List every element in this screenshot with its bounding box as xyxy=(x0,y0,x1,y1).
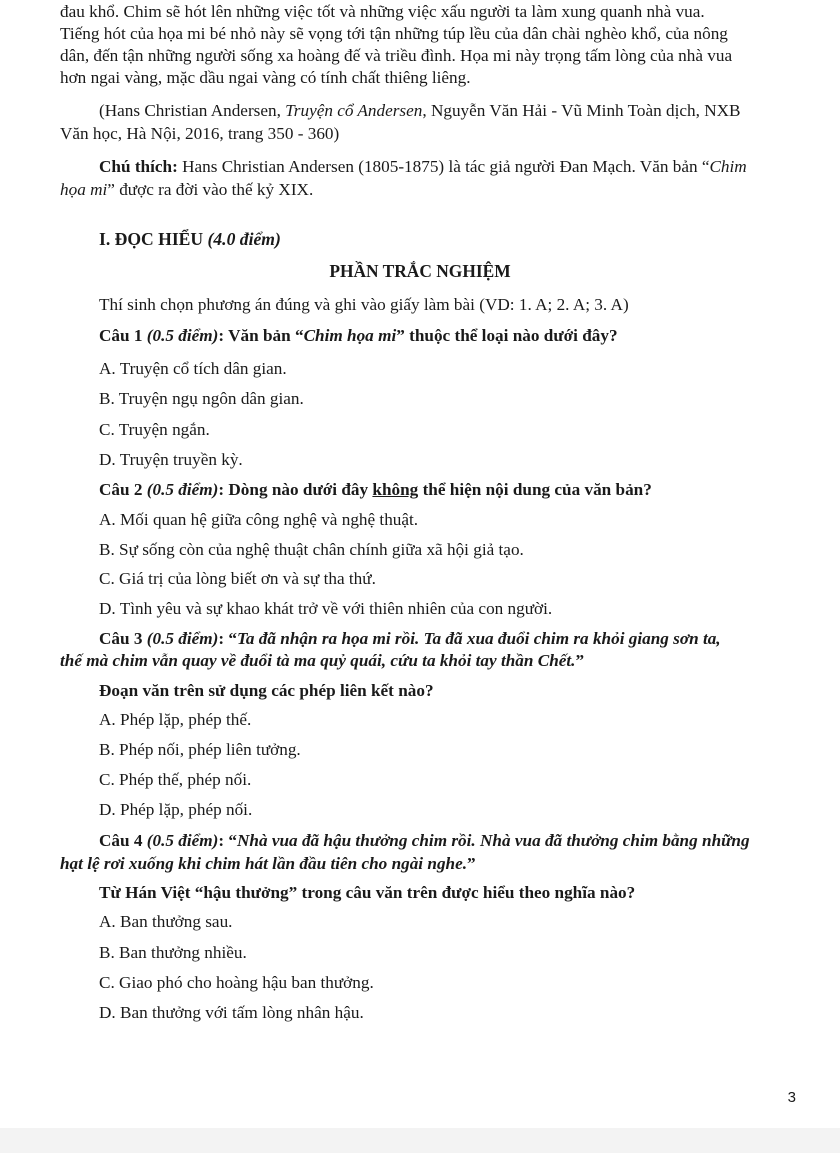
question-quote: Ta đã nhận ra họa mi rồi. Ta đã xua đuổi chim ra khỏi giang sơn ta, xyxy=(237,629,721,648)
question-quote: thế mà chim vẫn quay về đuổi tà ma quỷ quái, cứu ta khỏi tay thần Chết. xyxy=(60,651,576,670)
question-text: : “ xyxy=(218,629,237,648)
question-text: : “ xyxy=(218,831,237,850)
option-a: A. Truyện cổ tích dân gian. xyxy=(99,359,287,378)
note-work-title: họa mi xyxy=(60,180,108,199)
option-d: D. Ban thưởng với tấm lòng nhân hậu. xyxy=(99,1003,364,1022)
question-label: Câu 1 xyxy=(99,326,143,345)
section-heading xyxy=(99,228,281,251)
citation-book-title: Truyện cổ Andersen xyxy=(285,101,423,120)
note-label: Chú thích: xyxy=(99,157,178,176)
question-prompt: Từ Hán Việt “hậu thưởng” trong câu văn trên được hiểu theo nghĩa nào? xyxy=(99,883,636,902)
note-line xyxy=(99,155,747,178)
passage-line: đau khổ. Chim sẽ hót lên những việc tốt và những việc xấu người ta làm xung quanh nhà vua. xyxy=(60,2,705,21)
option-b: B. Ban thưởng nhiều. xyxy=(99,943,247,962)
option-c: C. Phép thế, phép nối. xyxy=(99,770,252,789)
option-b: B. Truyện ngụ ngôn dân gian. xyxy=(99,389,304,408)
question-label: Câu 2 xyxy=(99,480,143,499)
option-b: B. Sự sống còn của nghệ thuật chân chính giữa xã hội giả tạo. xyxy=(99,540,524,559)
question-text: ” xyxy=(467,854,476,873)
question-score: (0.5 điểm) xyxy=(146,326,219,345)
option-a: A. Ban thưởng sau. xyxy=(99,912,233,931)
option-d: D. Truyện truyền kỳ. xyxy=(99,450,243,469)
passage-line: Tiếng hót của họa mi bé nhỏ này sẽ vọng tới tận những túp lều của dân chài nghèo khổ, của nông xyxy=(60,24,728,43)
question-3 xyxy=(99,627,721,650)
subsection-heading: PHẦN TRẮC NGHIỆM xyxy=(329,261,511,281)
question-text: : Dòng nào dưới đây xyxy=(218,480,373,499)
option-d: D. Phép lặp, phép nối. xyxy=(99,800,253,819)
question-score: (0.5 điểm) xyxy=(146,629,219,648)
question-1 xyxy=(99,324,618,347)
question-text: ” thuộc thể loại nào dưới đây? xyxy=(396,326,618,345)
citation-text: (Hans Christian Andersen, xyxy=(99,101,286,120)
instruction: Thí sinh chọn phương án đúng và ghi vào giấy làm bài (VD: 1. A; 2. A; 3. A) xyxy=(99,295,629,314)
citation-line: Văn học, Hà Nội, 2016, trang 350 - 360) xyxy=(60,124,340,143)
passage-line: dân, đến tận những người sống xa hoàng đế và triều đình. Họa mi này trọng tấm lòng của nhà vua xyxy=(60,46,733,65)
option-c: C. Truyện ngắn. xyxy=(99,420,210,439)
option-b: B. Phép nối, phép liên tưởng. xyxy=(99,740,301,759)
option-c: C. Giao phó cho hoàng hậu ban thưởng. xyxy=(99,973,374,992)
question-text: ” xyxy=(575,651,585,670)
note-text: ” được ra đời vào thế kỷ XIX. xyxy=(107,180,314,199)
option-c: C. Giá trị của lòng biết ơn và sự tha thứ. xyxy=(99,569,376,588)
option-a: A. Phép lặp, phép thế. xyxy=(99,710,252,729)
question-text-underlined: không xyxy=(372,480,419,499)
section-title: I. ĐỌC HIỂU xyxy=(99,229,204,249)
page-number: 3 xyxy=(787,1089,796,1106)
question-text-italic: Chim họa mi xyxy=(303,326,397,345)
question-text: : Văn bản “ xyxy=(218,326,304,345)
note-text: Hans Christian Andersen (1805-1875) là tác giả người Đan Mạch. Văn bản “ xyxy=(177,157,710,176)
question-4 xyxy=(99,829,750,852)
citation-text: , Nguyễn Văn Hải - Vũ Minh Toàn dịch, NXB xyxy=(422,101,741,120)
section-score: (4.0 điểm) xyxy=(207,229,281,249)
question-4-cont xyxy=(60,852,476,875)
citation-line xyxy=(99,99,741,122)
note-work-title: Chim xyxy=(709,157,747,176)
question-score: (0.5 điểm) xyxy=(146,480,219,499)
question-2 xyxy=(99,478,652,501)
option-a: A. Mối quan hệ giữa công nghệ và nghệ thuật. xyxy=(99,510,419,529)
passage-line: hơn ngai vàng, mặc dầu ngai vàng có tính chất thiêng liêng. xyxy=(60,68,471,87)
question-text: thể hiện nội dung của văn bản? xyxy=(418,480,652,499)
question-label: Câu 3 xyxy=(99,629,143,648)
question-quote: Nhà vua đã hậu thưởng chim rồi. Nhà vua đã thưởng chim bằng những xyxy=(237,831,750,850)
question-quote: hạt lệ rơi xuống khi chim hát lần đầu tiên cho ngài nghe. xyxy=(60,854,468,873)
question-label: Câu 4 xyxy=(99,831,143,850)
question-3-cont xyxy=(60,649,584,672)
question-score: (0.5 điểm) xyxy=(146,831,219,850)
option-d: D. Tình yêu và sự khao khát trở về với thiên nhiên của con người. xyxy=(99,599,553,618)
page-footer-shade xyxy=(0,1128,840,1153)
question-prompt: Đoạn văn trên sử dụng các phép liên kết nào? xyxy=(99,681,434,700)
note-line xyxy=(60,178,313,201)
